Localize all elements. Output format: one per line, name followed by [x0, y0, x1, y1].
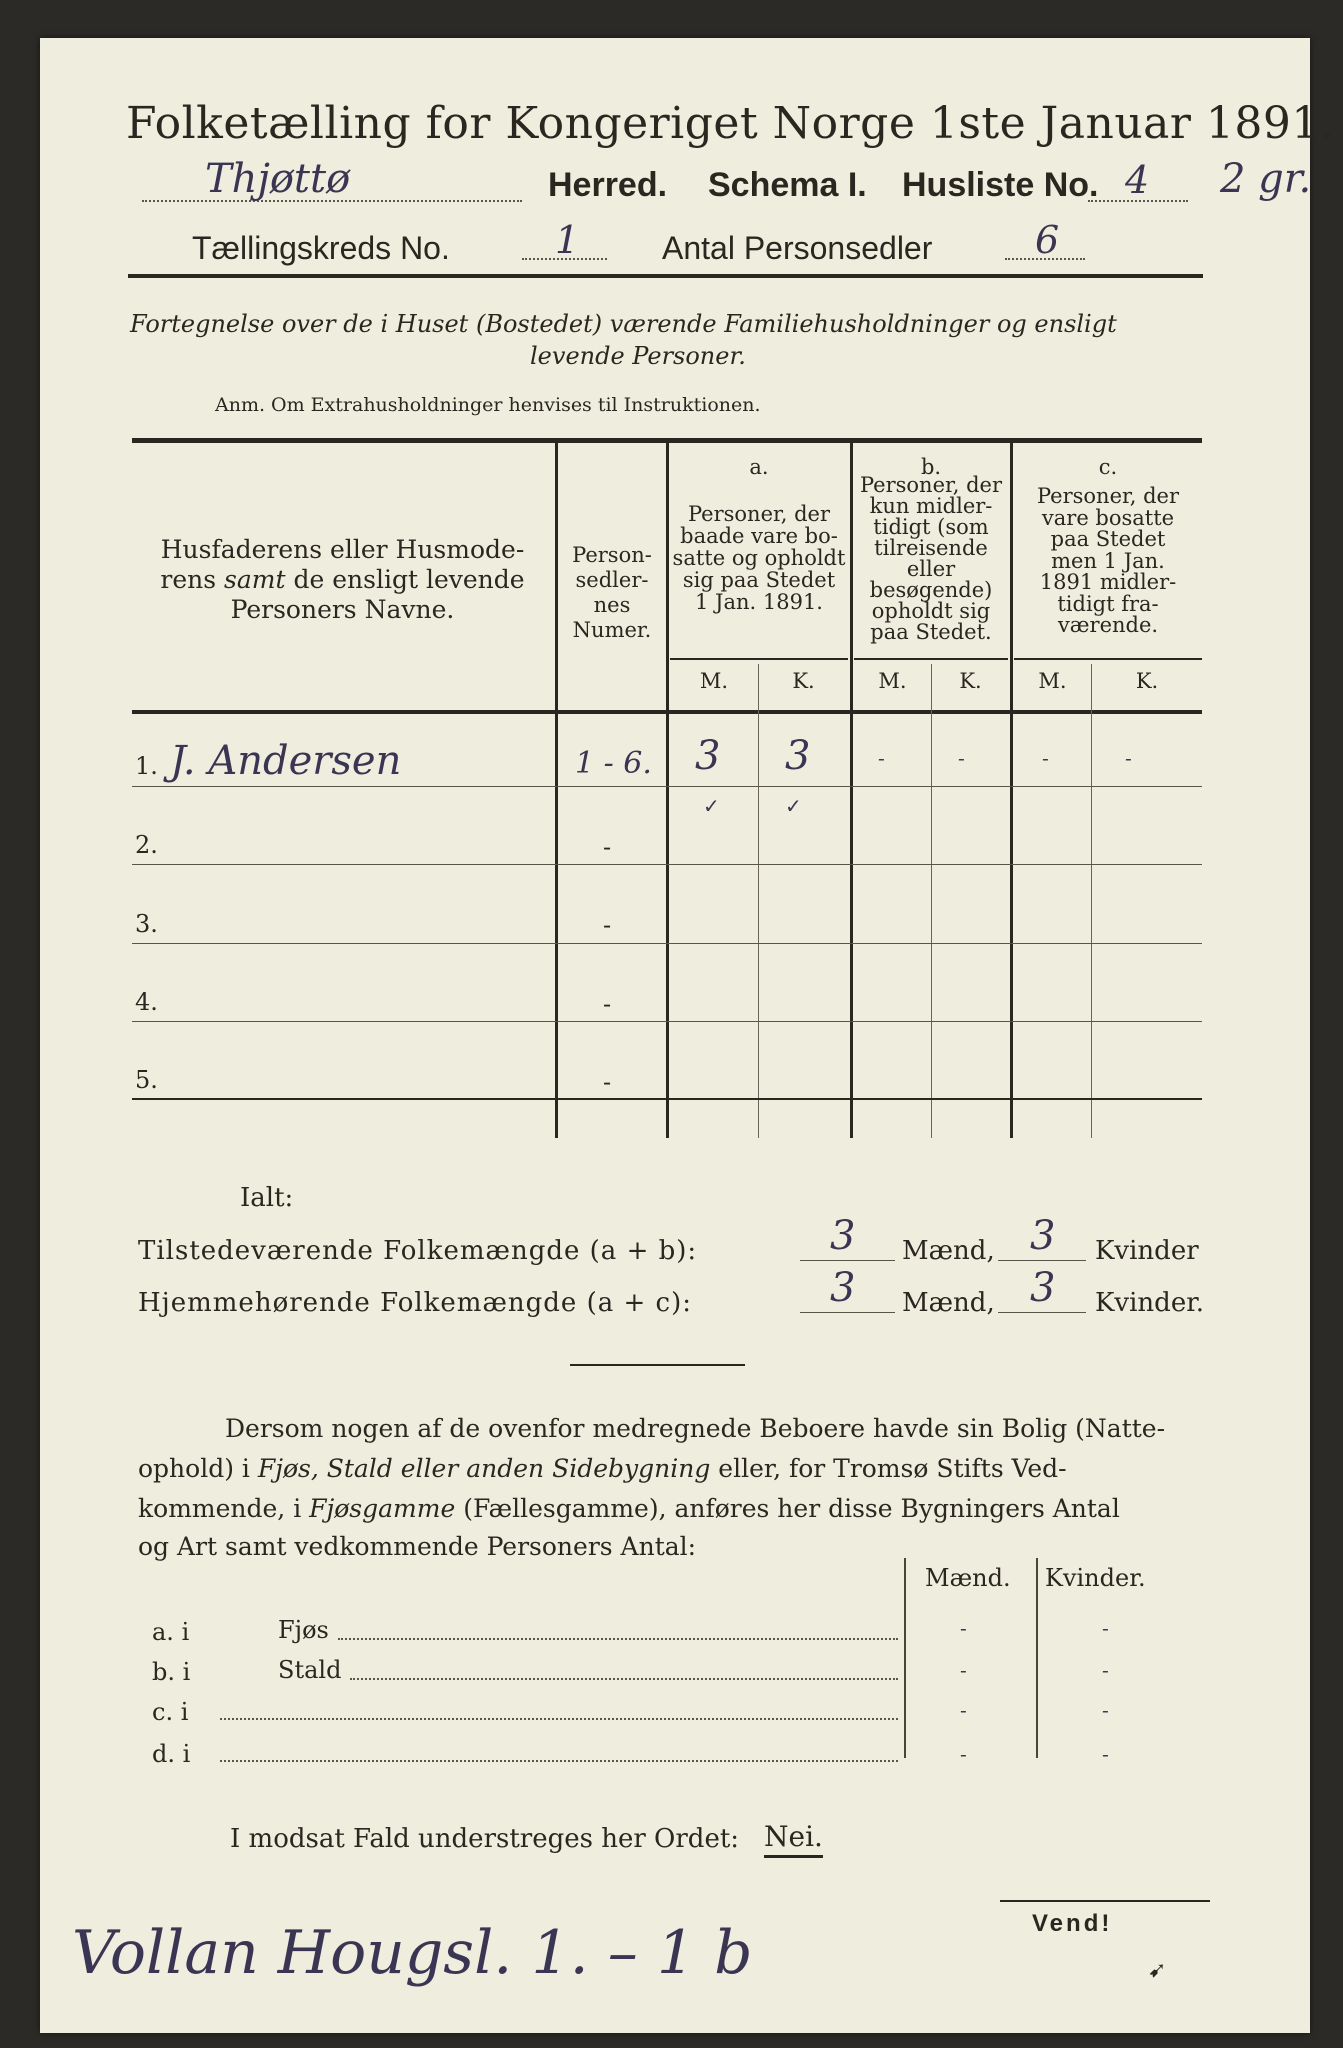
col-c-letter: c. — [1098, 455, 1118, 479]
b-mk-divider — [931, 664, 932, 1138]
hjemme-kvinder-line — [998, 1312, 1086, 1313]
personsedler-value: 6 — [1035, 218, 1060, 262]
building-row-c-letter: c. i — [152, 1698, 189, 1726]
row-5-rule — [132, 1098, 1202, 1100]
a-m-label: M. — [699, 669, 729, 693]
row-3-sedler: - — [603, 911, 612, 939]
row-1-b-m: - — [878, 746, 885, 770]
building-row-c-m: - — [960, 1698, 967, 1722]
buildings-col-kvinder: Kvinder. — [1045, 1564, 1146, 1592]
row-1-a-k: 3 — [785, 733, 811, 779]
buildings-para-line-2: ophold) i Fjøs, Stald eller anden Sidebygning eller, for Tromsø Stifts Ved- — [138, 1454, 1067, 1483]
row-2-number: 2. — [135, 831, 158, 859]
hjemme-kvinder: 3 — [1030, 1265, 1056, 1311]
row-1-rule — [132, 786, 1202, 787]
row-3-rule — [132, 943, 1202, 944]
row-2-a-m: ✓ — [703, 794, 720, 818]
buildings-col-divider-1 — [904, 1558, 906, 1758]
row-1-b-k: - — [958, 746, 965, 770]
row-4-sedler: - — [603, 990, 612, 1018]
row-4-rule — [132, 1021, 1202, 1022]
kreds-label: Tællingskreds No. — [192, 230, 450, 266]
building-row-d-letter: d. i — [152, 1740, 191, 1768]
tilstede-kvinder-word: Kvinder — [1095, 1236, 1199, 1266]
col-b-letter: b. — [920, 455, 942, 479]
col-c-header: Personer, der vare bosatte paa Stedet men 1 Jan. 1891 midler- tidigt fra- værende. — [1036, 484, 1180, 637]
margin-note: 2 gr. — [1220, 156, 1312, 202]
intro-line-1: Fortegnelse over de i Huset (Bostedet) værende Familiehusholdninger og ensligt — [130, 310, 1117, 338]
c-k-label: K. — [1135, 669, 1159, 693]
form-title: Folketælling for Kongeriget Norge 1ste Januar 1891. — [126, 98, 1335, 149]
building-row-a-label: Fjøs — [278, 1616, 329, 1644]
row-2-rule — [132, 864, 1202, 865]
row-1-a-m: 3 — [695, 733, 721, 779]
tilstede-maend-line — [800, 1260, 895, 1261]
row-1-name: J. Andersen — [170, 738, 402, 784]
building-row-a-letter: a. i — [152, 1618, 190, 1646]
building-row-b-m: - — [960, 1658, 967, 1682]
building-row-b-letter: b. i — [152, 1658, 191, 1686]
building-row-c-dots — [220, 1718, 898, 1720]
buildings-col-divider-2 — [1036, 1558, 1038, 1758]
arrow-mark-icon: ➹ — [1148, 1958, 1167, 1983]
a-k-label: K. — [792, 669, 815, 693]
building-row-d-k: - — [1102, 1742, 1109, 1766]
a-mk-divider — [758, 664, 759, 1138]
tilstede-maend-word: Mænd, — [902, 1236, 995, 1266]
intro-line-2: levende Personer. — [530, 342, 746, 370]
row-1-sedler: 1 - 6. — [575, 746, 652, 781]
hjemme-maend-word: Mænd, — [902, 1288, 995, 1318]
header-rule — [128, 274, 1203, 278]
husliste-value: 4 — [1125, 158, 1150, 202]
c-m-label: M. — [1038, 669, 1067, 693]
row-1-c-k: - — [1125, 746, 1132, 770]
ialt-label: Ialt: — [240, 1183, 294, 1213]
row-5-sedler: - — [603, 1068, 612, 1096]
building-row-d-dots — [220, 1760, 898, 1762]
hjemme-label: Hjemmehørende Folkemængde (a + c): — [138, 1288, 692, 1318]
buildings-col-maend: Mænd. — [925, 1564, 1011, 1592]
b-k-label: K. — [959, 669, 982, 693]
handwritten-footer-note: Vollan Hougsl. 1. – 1 b — [72, 1918, 753, 1988]
buildings-para-line-3: kommende, i Fjøsgamme (Fællesgamme), anføres her disse Bygningers Antal — [138, 1494, 1120, 1523]
building-row-b-label: Stald — [278, 1656, 342, 1684]
row-4-number: 4. — [135, 988, 158, 1016]
c-mk-divider — [1091, 664, 1092, 1138]
hjemme-maend-line — [800, 1312, 895, 1313]
building-row-b-k: - — [1102, 1658, 1109, 1682]
building-row-d-m: - — [960, 1742, 967, 1766]
col-num-header: Person- sedler- nes Numer. — [572, 543, 652, 642]
building-row-a-k: - — [1102, 1616, 1109, 1640]
tilstede-kvinder: 3 — [1030, 1213, 1056, 1259]
schema-label: Schema I. — [708, 166, 867, 204]
vend-label: Vend! — [1032, 1910, 1113, 1937]
row-1-c-m: - — [1042, 746, 1049, 770]
col-a-letter: a. — [749, 455, 769, 479]
building-row-a-dots — [338, 1638, 898, 1640]
kreds-value: 1 — [555, 218, 580, 262]
building-row-c-k: - — [1102, 1698, 1109, 1722]
row-1-number: 1. — [135, 752, 158, 780]
hjemme-kvinder-word: Kvinder. — [1095, 1288, 1205, 1318]
col-a-header: Personer, der baade vare bo- satte og opholdt sig paa Stedet 1 Jan. 1891. — [672, 502, 846, 614]
tilstede-maend: 3 — [830, 1213, 856, 1259]
husliste-label: Husliste No. — [902, 166, 1099, 204]
a-mk-rule — [670, 658, 848, 660]
building-row-b-dots — [350, 1678, 898, 1680]
b-mk-rule — [854, 658, 1008, 660]
col-b-header: Personer, der kun midler- tidigt (som tilreisende eller besøgende) opholdt sig paa Stedet. — [859, 473, 1003, 644]
row-2-sedler: - — [603, 833, 612, 861]
col-name-header: Husfaderens eller Husmode- rens samt de ensligt levende Personers Navne. — [160, 535, 525, 624]
b-m-label: M. — [878, 669, 907, 693]
row-3-number: 3. — [135, 910, 158, 938]
nei-word: Nei. — [764, 1820, 823, 1858]
building-row-a-m: - — [960, 1616, 967, 1640]
anm-note: Anm. Om Extrahusholdninger henvises til Instruktionen. — [215, 394, 761, 416]
tilstede-kvinder-line — [998, 1260, 1086, 1261]
row-5-number: 5. — [135, 1066, 158, 1094]
hjemme-maend: 3 — [830, 1265, 856, 1311]
buildings-para-line-1: Dersom nogen af de ovenfor medregnede Beboere havde sin Bolig (Natte- — [225, 1414, 1166, 1443]
herred-label: Herred. — [548, 166, 668, 204]
buildings-para-line-4: og Art samt vedkommende Personers Antal: — [138, 1532, 697, 1561]
tilstede-label: Tilstedeværende Folkemængde (a + b): — [138, 1236, 698, 1266]
personsedler-label: Antal Personsedler — [662, 230, 933, 266]
section-divider — [570, 1364, 745, 1366]
vend-rule — [1000, 1900, 1210, 1902]
census-form-sheet — [40, 38, 1335, 2033]
row-2-a-k: ✓ — [785, 794, 802, 818]
c-mk-rule — [1014, 658, 1202, 660]
modsat-text: I modsat Fald understreges her Ordet: — [230, 1824, 740, 1854]
herred-value: Thjøttø — [205, 156, 351, 202]
